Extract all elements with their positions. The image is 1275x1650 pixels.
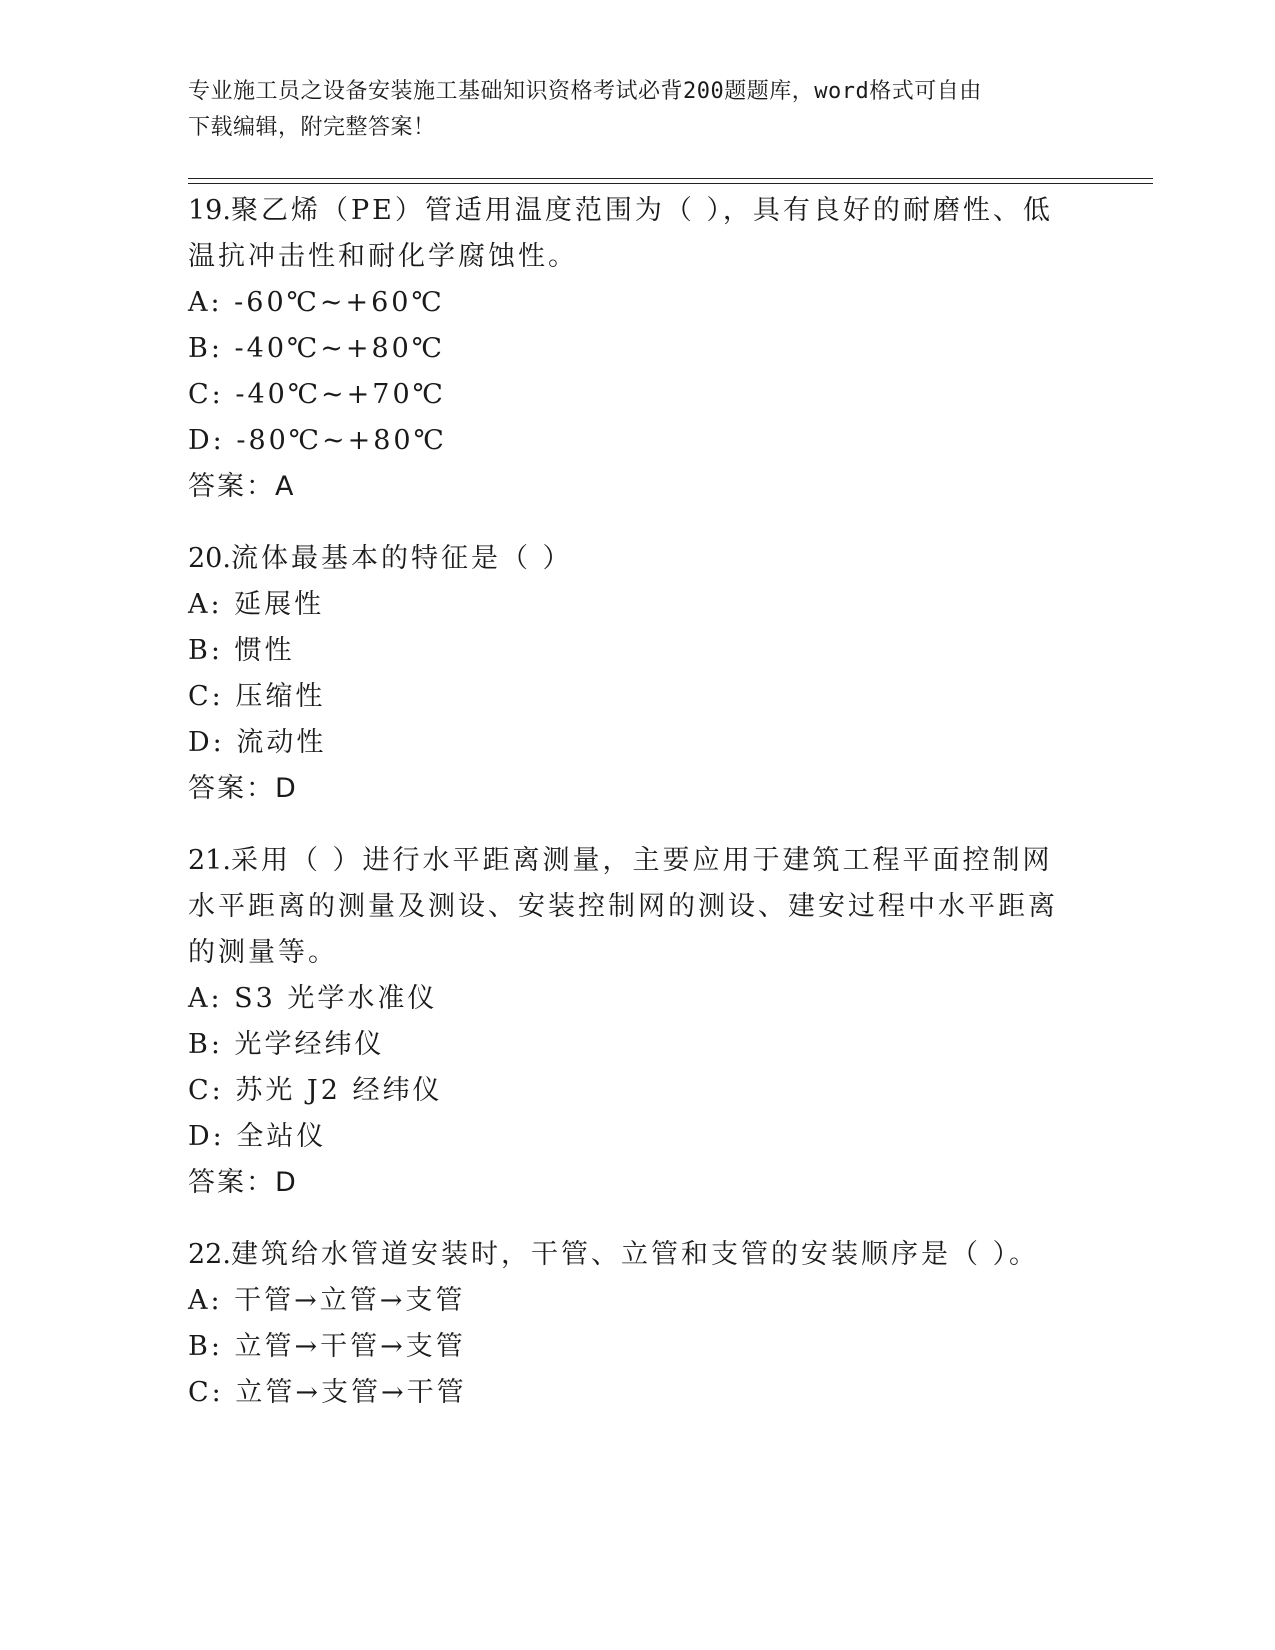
question-text — [188, 536, 1068, 582]
option-a: A: 干管→立管→支管 — [188, 1285, 466, 1316]
header-divider-top — [188, 178, 1153, 179]
question-21 — [188, 838, 1068, 1206]
question-list — [188, 188, 1068, 1442]
question-number: 20. — [188, 543, 231, 574]
answer-value: A — [275, 471, 294, 502]
answer-value: D — [275, 773, 296, 804]
question-number: 22. — [188, 1239, 231, 1270]
option-c: C: 立管→支管→干管 — [188, 1377, 467, 1408]
answer-line — [188, 766, 1068, 812]
answer-line — [188, 1160, 1068, 1206]
header-line-1: 专业施工员之设备安装施工基础知识资格考试必背200题题库，word格式可自由 — [188, 79, 982, 104]
answer-label: 答案： — [188, 1167, 275, 1198]
option-c: C: 压缩性 — [188, 681, 326, 712]
question-20 — [188, 536, 1068, 812]
option-d: D: -80℃~+80℃ — [188, 425, 447, 456]
option-b: B: -40℃~+80℃ — [188, 333, 446, 364]
question-19 — [188, 188, 1068, 510]
answer-label: 答案： — [188, 471, 275, 502]
option-a: A: S3 光学水准仪 — [188, 983, 438, 1014]
document-header — [188, 74, 1068, 146]
question-stem: 建筑给水管道安装时，干管、立管和支管的安装顺序是（ ）。 — [230, 1239, 1040, 1270]
question-text — [188, 188, 1068, 280]
question-number: 19. — [188, 195, 231, 226]
question-stem: 流体最基本的特征是（ ） — [230, 543, 573, 574]
question-number: 21. — [188, 845, 231, 876]
option-d: D: 全站仪 — [188, 1121, 327, 1152]
option-a: A: -60℃~+60℃ — [188, 287, 445, 318]
option-b: B: 光学经纬仪 — [188, 1029, 385, 1060]
question-text — [188, 838, 1068, 976]
header-line-2: 下载编辑，附完整答案！ — [188, 115, 436, 140]
option-a: A: 延展性 — [188, 589, 325, 620]
option-c: C: 苏光 J2 经纬仪 — [188, 1075, 443, 1106]
header-divider-bottom — [188, 183, 1153, 184]
question-22 — [188, 1232, 1068, 1416]
option-b: B: 立管→干管→支管 — [188, 1331, 466, 1362]
answer-value: D — [275, 1167, 296, 1198]
option-d: D: 流动性 — [188, 727, 327, 758]
question-text — [188, 1232, 1068, 1278]
option-c: C: -40℃~+70℃ — [188, 379, 446, 410]
option-b: B: 惯性 — [188, 635, 295, 666]
answer-line — [188, 464, 1068, 510]
question-stem: 聚乙烯（PE）管适用温度范围为（ ），具有良好的耐磨性、低温抗冲击性和耐化学腐蚀性。 — [188, 195, 1053, 272]
answer-label: 答案： — [188, 773, 275, 804]
question-stem: 采用（ ）进行水平距离测量，主要应用于建筑工程平面控制网水平距离的测量及测设、安装控制网的测设、建安过程中水平距离的测量等。 — [188, 845, 1058, 968]
